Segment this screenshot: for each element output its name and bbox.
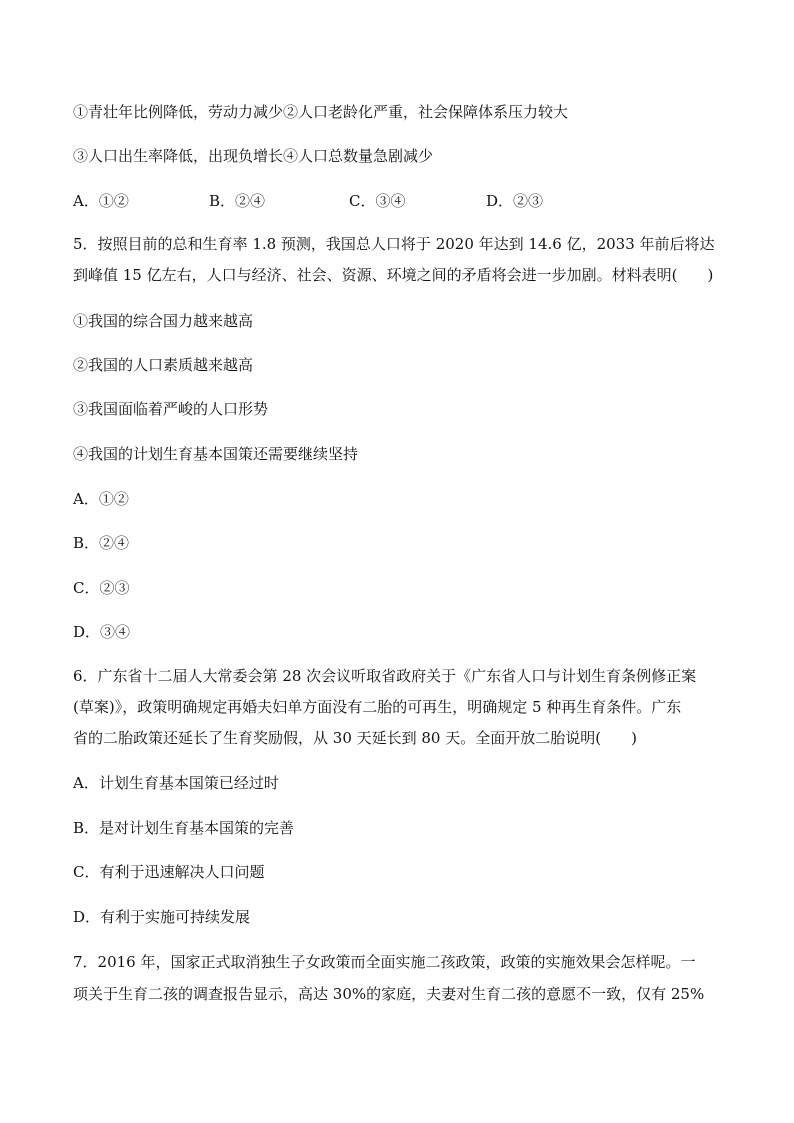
q6-stem-line-3: 省的二胎政策还延长了生育奖励假，从 30 天延长到 80 天。全面开放二胎说明( ) [73,729,637,747]
q5-option-a: A．①② [73,490,129,508]
q5-option-c: C．②③ [73,579,130,597]
q4-option-c: C．③④ [349,192,406,210]
q7-stem-line-2: 项关于生育二孩的调查报告显示，高达 30%的家庭，夫妻对生育二孩的意愿不一致，仅有 25% [73,985,705,1003]
q6-option-c: C．有利于迅速解决人口问题 [73,863,265,881]
q6-stem-line-2: (草案)》，政策明确规定再婚夫妇单方面没有二胎的可再生，明确规定 5 种再生育条件。广东 [73,698,682,716]
q5-option-b: B．②④ [73,534,130,552]
q4-option-d: D．②③ [486,192,544,210]
q4-option-a: A．①② [73,192,129,210]
q5-stem-line-1: 5．按照目前的总和生育率 1.8 预测，我国总人口将于 2020 年达到 14.6 亿，2033 年前后将达 [73,235,715,253]
q6-stem-line-1: 6．广东省十二届人大常委会第 28 次会议听取省政府关于《广东省人口与计划生育条例修正案 [73,667,697,685]
q5-option-d: D．③④ [73,623,131,641]
q7-stem-line-1: 7．2016 年，国家正式取消独生子女政策而全面实施二孩政策，政策的实施效果会怎样呢。一 [73,953,696,971]
q5-statement-3: ③我国面临着严峻的人口形势 [73,400,269,418]
q4-statement-line-1: ①青壮年比例降低，劳动力减少②人口老龄化严重，社会保障体系压力较大 [73,103,569,121]
q6-option-b: B．是对计划生育基本国策的完善 [73,819,295,837]
q5-statement-2: ②我国的人口素质越来越高 [73,356,254,374]
q5-statement-1: ①我国的综合国力越来越高 [73,312,254,330]
q6-option-d: D．有利于实施可持续发展 [73,908,251,926]
q5-statement-4: ④我国的计划生育基本国策还需要继续坚持 [73,445,359,463]
q4-option-b: B．②④ [209,192,266,210]
q4-statement-line-2: ③人口出生率降低，出现负增长④人口总数量急剧减少 [73,147,434,165]
q5-stem-line-2: 到峰值 15 亿左右，人口与经济、社会、资源、环境之间的矛盾将会进一步加剧。材料表明( ) [73,266,714,284]
q6-option-a: A．计划生育基本国策已经过时 [73,774,279,792]
